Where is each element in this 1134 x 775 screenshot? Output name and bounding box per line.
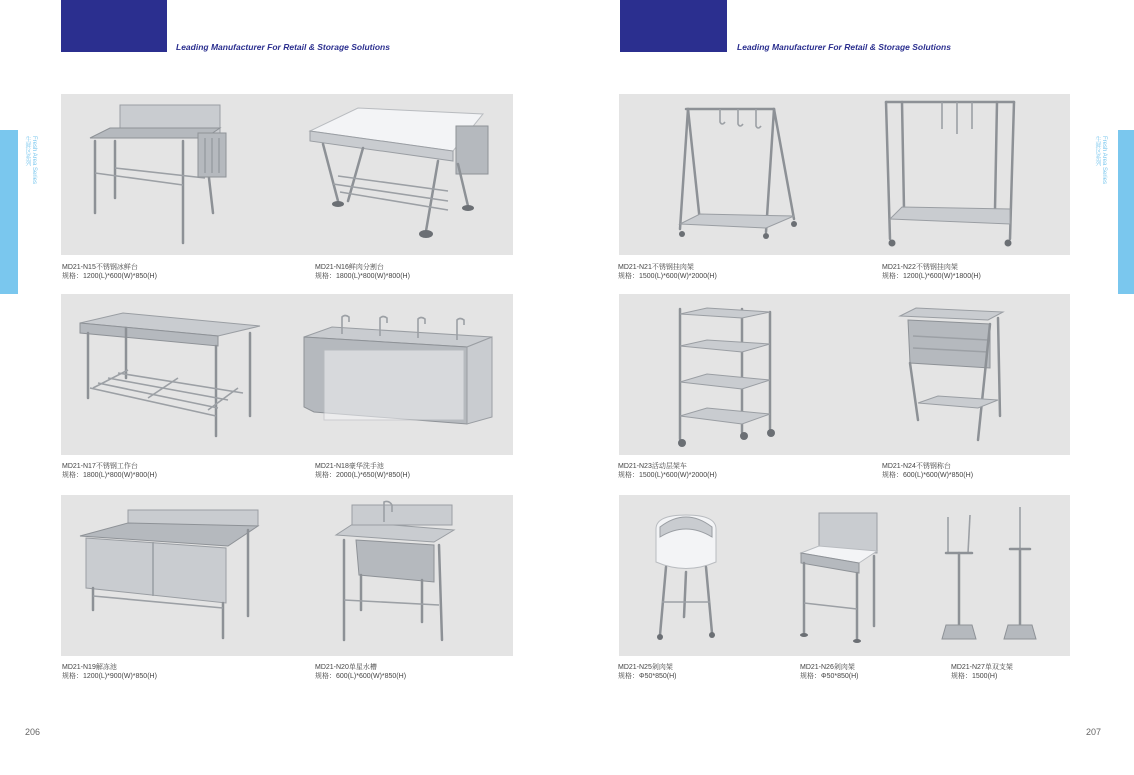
- product-spec: 规格：1500(L)*600(W)*2000(H): [618, 472, 717, 479]
- product-model: MD21-N22不锈钢挂肉架: [882, 264, 958, 271]
- product-model: MD21-N19解冻池: [62, 664, 117, 671]
- product-spec: 规格：1500(H): [951, 673, 998, 680]
- product-model: MD21-N21不锈钢挂肉架: [618, 264, 694, 271]
- product-model: MD21-N18豪华洗手池: [315, 463, 384, 470]
- product-caption-n22: [882, 263, 981, 281]
- product-spec: 规格：Φ50*850(H): [800, 673, 859, 680]
- product-caption-n26: [800, 663, 859, 681]
- product-spec: 规格：1200(L)*600(W)*850(H): [62, 273, 157, 280]
- header-color-block-left: [61, 0, 167, 52]
- hand-wash-sink-icon: [302, 312, 494, 427]
- single-double-stand-icon: [940, 505, 1040, 645]
- product-spec: 规格：600(L)*600(W)*850(H): [315, 673, 407, 680]
- product-model: MD21-N23活动层架车: [618, 463, 687, 470]
- chopping-block-stand-icon: [799, 511, 881, 643]
- meat-cutting-table-icon: [308, 106, 493, 246]
- ice-display-table-icon: [85, 103, 235, 248]
- product-spec: 规格：2000(L)*650(W)*850(H): [315, 472, 410, 479]
- mobile-shelf-cart-icon: [672, 304, 777, 449]
- side-tab-text-en-left: Fresh Area Series: [31, 136, 37, 185]
- product-caption-n25: [618, 663, 677, 681]
- page-number-right: 207: [1086, 727, 1102, 737]
- product-model: MD21-N25剁肉架: [618, 664, 673, 671]
- meat-hanging-rack-icon: [676, 104, 798, 244]
- product-caption-n17: [62, 462, 157, 480]
- product-model: MD21-N26剁肉架: [800, 664, 855, 671]
- side-tab-text-cn-left: 生鲜区系列: [24, 136, 30, 166]
- side-tab-left: [0, 130, 18, 294]
- product-model: MD21-N16鲜肉分割台: [315, 264, 384, 271]
- product-model: MD21-N24不锈钢称台: [882, 463, 951, 470]
- thawing-sink-icon: [78, 508, 260, 643]
- product-caption-n19: [62, 663, 157, 681]
- product-caption-n23: [618, 462, 717, 480]
- header-tagline-left: Leading Manufacturer For Retail & Storage Solutions: [176, 42, 390, 52]
- product-spec: 规格：600(L)*600(W)*850(H): [882, 472, 974, 479]
- chopping-block-stand-icon: [652, 507, 720, 645]
- header-tagline-right: Leading Manufacturer For Retail & Storage Solutions: [737, 42, 951, 52]
- product-caption-n15: [62, 263, 157, 281]
- scale-stand-icon: [898, 308, 1006, 444]
- product-model: MD21-N15不锈钢冰鲜台: [62, 264, 138, 271]
- side-tab-text-cn-right: 生鲜区系列: [1094, 136, 1100, 166]
- side-tab-text-en-right: Fresh Area Series: [1101, 136, 1107, 185]
- product-model: MD21-N17不锈钢工作台: [62, 463, 138, 470]
- product-model: MD21-N20单星水槽: [315, 664, 377, 671]
- product-caption-n16: [315, 263, 410, 281]
- product-caption-n27: [951, 663, 1013, 681]
- product-spec: 规格：1200(L)*600(W)*1800(H): [882, 273, 981, 280]
- page-number-left: 206: [25, 727, 41, 737]
- product-spec: 规格：Φ50*850(H): [618, 673, 677, 680]
- meat-hanging-trolley-icon: [882, 99, 1022, 249]
- product-spec: 规格：1800(L)*800(W)*800(H): [62, 472, 157, 479]
- product-spec: 规格：1800(L)*800(W)*800(H): [315, 273, 410, 280]
- product-caption-n20: [315, 663, 406, 681]
- product-spec: 规格：1200(L)*900(W)*850(H): [62, 673, 157, 680]
- side-tab-right: [1118, 130, 1134, 294]
- product-caption-n18: [315, 462, 410, 480]
- product-caption-n21: [618, 263, 717, 281]
- product-spec: 规格：1500(L)*600(W)*2000(H): [618, 273, 717, 280]
- product-model: MD21-N27单双支架: [951, 664, 1013, 671]
- product-caption-n24: [882, 462, 973, 480]
- single-sink-icon: [334, 500, 456, 645]
- work-table-icon: [78, 308, 263, 440]
- header-color-block-right: [620, 0, 727, 52]
